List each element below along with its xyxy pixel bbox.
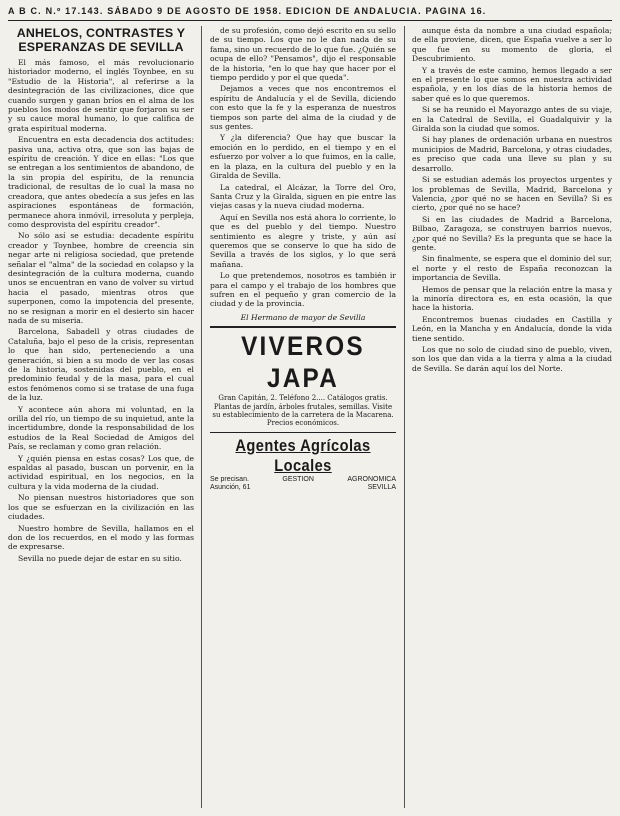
- ad-title: VIVEROS JAPA: [241, 331, 365, 394]
- paragraph: Encontremos buenas ciudades en Castilla y León, en la Mancha y en Andalucía, donde la vida tiene sentido.: [412, 314, 612, 343]
- ad-text: SEVILLA: [367, 484, 396, 492]
- ad-text: GESTION: [282, 475, 314, 483]
- column-2: [210, 26, 396, 808]
- paragraph: Si se ha reunido el Mayorazgo antes de su viaje, en la Catedral de Sevilla, el Guadalquivir y la Giralda son la ciudad que somos.: [412, 105, 612, 134]
- column-1: [8, 26, 194, 808]
- ad-text: Se precisan.: [210, 475, 249, 483]
- ad-row: [210, 476, 396, 485]
- paragraph: No sólo así se estudia: decadente espíritu creador y Toynbee, hombre de creencia sin negar arte ni religiosa sociedad, que pretende señalar el "alma" de la sociedad en colapso y la desintegración de la cultura moderna, cuando unos se encuentran en vano de volver su virtud hacia el pasado, mientras otros que superponen, como la impotencia del presente, no se resignan a morir en el desierto sin hacer nada de su miseria.: [8, 231, 194, 325]
- column-3: [412, 26, 612, 808]
- paragraph: Hemos de pensar que la relación entre la masa y la minoría directora es, en esta ocasión, la que hace la historia.: [412, 284, 612, 313]
- paragraph: Y acontece aún ahora mi voluntad, en la orilla del río, un tiempo de su inquietud, ante la incertidumbre, donde la responsabilidad de los estudios de la Real Sociedad de Amigos del País, se reclaman y como gran relación.: [8, 404, 194, 452]
- paragraph: Si hay planes de ordenación urbana en nuestros municipios de Madrid, Barcelona, y otras ciudades, es preciso que cada una lleve su plan y su desarrollo.: [412, 135, 612, 173]
- paragraph: Los que no solo de ciudad sino de pueblo, viven, son los que dan vida a la tierra y alma a la ciudad de Sevilla. Se darán aquí los del Norte.: [412, 345, 612, 373]
- paragraph: Y ¿quién piensa en estas cosas? Los que, de espaldas al pasado, buscan un porvenir, en la actividad espiritual, en los negocios, en la cultura y la vida moderna de la ciudad.: [8, 453, 194, 491]
- paragraph: No piensan nuestros historiadores que son los que se esfuerzan en la civilización en las ciudades.: [8, 493, 194, 522]
- ad-title: Agentes Agrícolas Locales: [235, 435, 371, 475]
- advertisement-agentes: [210, 432, 396, 493]
- paragraph: de su profesión, como dejó escrito en su sello de su tiempo. Los que no le dan nada de su fama, sino un recuerdo de lo que fue. ¿Quién se ocupa de ello? "Pensamos", dijo el responsable de la historia, "en lo que hay que hacer por el tiempo perdido y por el que queda".: [210, 26, 396, 83]
- paragraph: Y ¿la diferencia? Que hay que buscar la emoción en lo perdido, en el tiempo y en el esfuerzo por volver a lo que fuimos, en la calle, en la plaza, en la cultura del pueblo y en la Giralda de Sevilla.: [210, 133, 396, 181]
- column-divider: [201, 26, 202, 808]
- paragraph: Encuentra en esta decadencia dos actitudes: pasiva una, activa otra, que son las bajas de espíritu de creación. Y dice en ellas: "Los que se entregan a los sentimientos de abandono, de la sin propia del espíritu, de la renuncia tradicional, de resultas de lo cual la masa no creadora, que antes obedecía a sus jefes en las aspiraciones espontáneas de formación, permanece ahora inmóvil, irresoluta y perpleja, como desprovista del espíritu creador".: [8, 135, 194, 229]
- paragraph: Aquí en Sevilla nos está ahora lo corriente, lo que es del pueblo y del tiempo. Nuestro sentimiento es alegre y triste, y aún así queremos que se conserve lo que ha sido de Sevilla a través de los siglos, y lo que será mañana.: [210, 212, 396, 269]
- paragraph: Si en las ciudades de Madrid a Barcelona, Bilbao, Zaragoza, se construyen barrios nuevos, ¿por qué no Sevilla? Es la pregunta que se hace la gente.: [412, 214, 612, 252]
- paragraph: Lo que pretendemos, nosotros es también ir para el campo y el trabajo de los hombres que sufren en el pequeño y gran comercio de la ciudad y de la provincia.: [210, 271, 396, 309]
- paragraph: La catedral, el Alcázar, la Torre del Oro, Santa Cruz y la Giralda, siguen en pie entre las viejas casas y la nueva ciudad moderna.: [210, 182, 396, 211]
- ad-text: Asunción, 61: [210, 484, 251, 492]
- column-divider: [404, 26, 405, 808]
- header-rule: [8, 20, 612, 21]
- ad-body: Gran Capitán, 2. Teléfono 2.... Catálogos gratis. Plantas de jardín, árboles frutales, semillas. Visite su establecimiento de la carretera de la Macarena. Precios económicos.: [212, 394, 394, 428]
- article-signature: El Hermano de mayor de Sevilla: [240, 312, 366, 322]
- paragraph: Barcelona, Sabadell y otras ciudades de Cataluña, bajo el peso de la crisis, representan lo que han sido, perteneciendo a una generación, si bien a su modo de ver las cosas de la historia, sostenidas del pueblo, en el predominio feudal y de la masa, para el cual estos fenómenos como si se tratase de una fuga de la luz.: [8, 327, 194, 403]
- paragraph: Si se estudian además los proyectos urgentes y los problemas de Sevilla, Madrid, Barcelona y Valencia, ¿por qué no se hacen en Sevilla? Si es cierto, ¿por qué no se hace?: [412, 175, 612, 213]
- paragraph: El más famoso, el más revolucionario historiador moderno, el inglés Toynbee, en su "Estudio de la Historia", al referirse a la desintegración de las civilizaciones, dice que cuando surgen y ganan bríos en el alma de los pueblos los modos de sentir que forjaron su ser y su cauce moral humano, lo que califica de grata espiritual moderna.: [8, 58, 194, 133]
- ad-text: AGRONOMICA: [347, 475, 396, 483]
- page-header: A B C. N.º 17.143. SÁBADO 9 DE AGOSTO DE 1958. EDICION DE ANDALUCIA. PAGINA 16.: [8, 6, 487, 16]
- paragraph: Sevilla no puede dejar de estar en su sitio.: [18, 553, 182, 563]
- paragraph: aunque ésta da nombre a una ciudad española; de ella proviene, dicen, que España vuelve a ser lo que fue en su momento de gloria, el Descubrimiento.: [412, 26, 612, 64]
- paragraph: Dejamos a veces que nos encontremos el espíritu de Andalucía y el de Sevilla, diciendo con esto que la fe y la esperanza de nuestros tiempos son parte del alma de la ciudad y de sus gentes.: [210, 84, 396, 132]
- advertisement-viveros: [210, 326, 396, 428]
- paragraph: Nuestro hombre de Sevilla, hallamos en el don de los recuerdos, en el modo y las formas de expresarse.: [8, 523, 194, 552]
- paragraph: Y a través de este camino, hemos llegado a ser en el presente lo que somos en nuestra actividad española, y en los días de la historia hemos de saber qué es lo que queremos.: [412, 65, 612, 103]
- ad-row: [210, 484, 396, 493]
- paragraph: Sin finalmente, se espera que el dominio del sur, el norte y el resto de España reconozcan la importancia de Sevilla.: [412, 254, 612, 283]
- article-headline: ANHELOS, CONTRASTES Y ESPERANZAS DE SEVILLA: [16, 26, 186, 54]
